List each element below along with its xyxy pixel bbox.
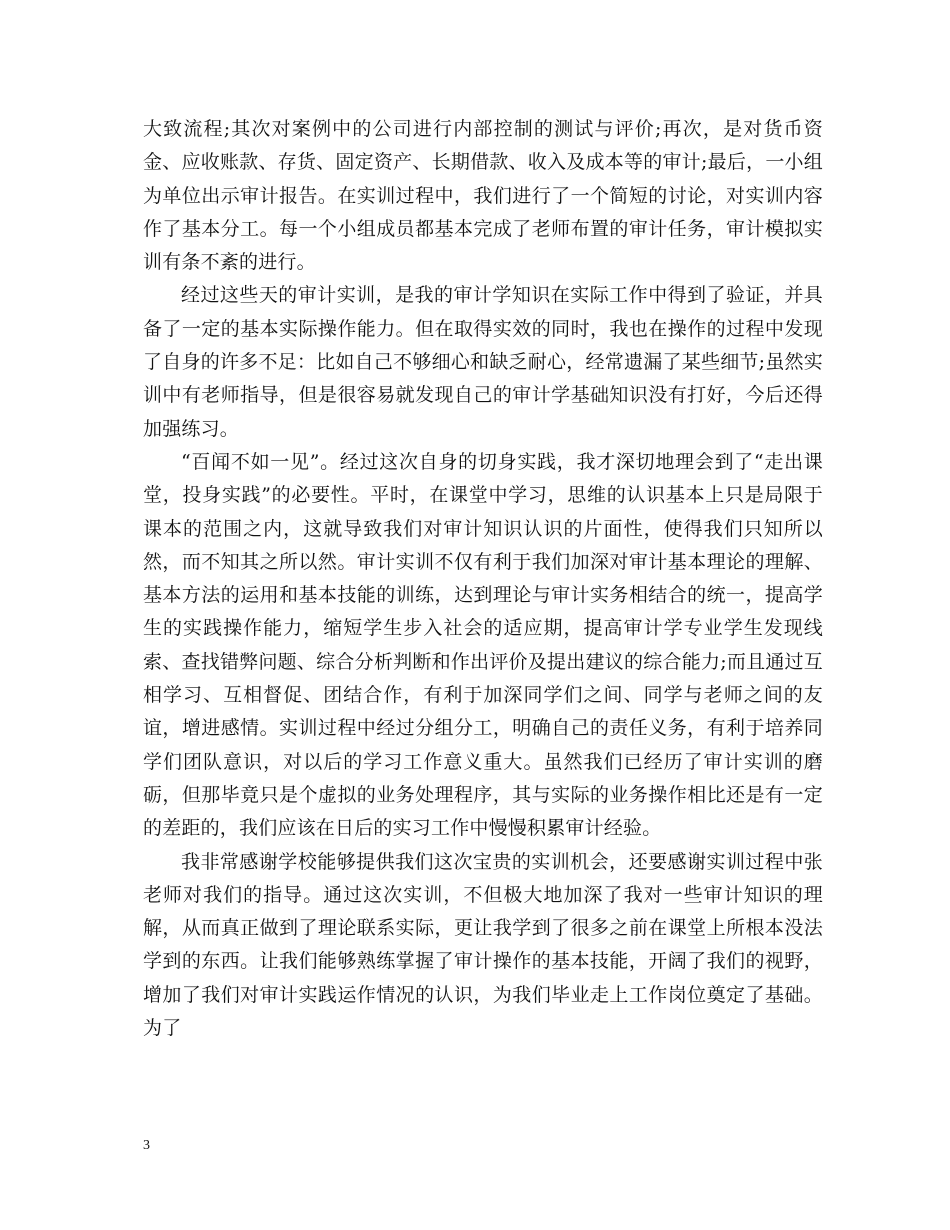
body-text — [143, 113, 823, 1045]
paragraph: 经过这些天的审计实训，是我的审计学知识在实际工作中得到了验证，并具备了一定的基本实际操作能力。但在取得实效的同时，我也在操作的过程中发现了自身的许多不足：比如自己不够细心和缺乏耐心，经常遗漏了某些细节;虽然实训中有老师指导，但是很容易就发现自己的审计学基础知识没有打好，今后还得加强练习。 — [143, 284, 823, 440]
paragraph: 我非常感谢学校能够提供我们这次宝贵的实训机会，还要感谢实训过程中张老师对我们的指导。通过这次实训，不但极大地加深了我对一些审计知识的理解，从而真正做到了理论联系实际，更让我学到了很多之前在课堂上所根本没法学到的东西。让我们能够熟练掌握了审计操作的基本技能，开阔了我们的视野，增加了我们对审计实践运作情况的认识，为我们毕业走上工作岗位奠定了基础。为了 — [143, 850, 823, 1040]
paragraph-continuation: 大致流程;其次对案例中的公司进行内部控制的测试与评价;再次，是对货币资金、应收账款、存货、固定资产、长期借款、收入及成本等的审计;最后，一小组为单位出示审计报告。在实训过程中，我们进行了一个简短的讨论，对实训内容作了基本分工。每一个小组成员都基本完成了老师布置的审计任务，审计模拟实训有条不紊的进行。 — [143, 118, 823, 274]
paragraph: “百闻不如一见”。经过这次自身的切身实践，我才深切地理会到了“走出课堂，投身实践”的必要性。平时，在课堂中学习，思维的认识基本上只是局限于课本的范围之内，这就导致我们对审计知识认识的片面性，使得我们只知所以然，而不知其之所以然。审计实训不仅有利于我们加深对审计基本理论的理解、基本方法的运用和基本技能的训练，达到理论与审计实务相结合的统一，提高学生的实践操作能力，缩短学生步入社会的适应期，提高审计学专业学生发现线索、查找错弊问题、综合分析判断和作出评价及提出建议的综合能力;而且通过互相学习、互相督促、团结合作，有利于加深同学们之间、同学与老师之间的友谊，增进感情。实训过程中经过分组分工，明确自己的责任义务，有利于培养同学们团队意识，对以后的学习工作意义重大。虽然我们已经历了审计实训的磨砺，但那毕竟只是个虚拟的业务处理程序，其与实际的业务操作相比还是有一定的差距的，我们应该在日后的实习工作中慢慢积累审计经验。 — [143, 450, 823, 840]
page-number: 3 — [143, 1138, 150, 1153]
